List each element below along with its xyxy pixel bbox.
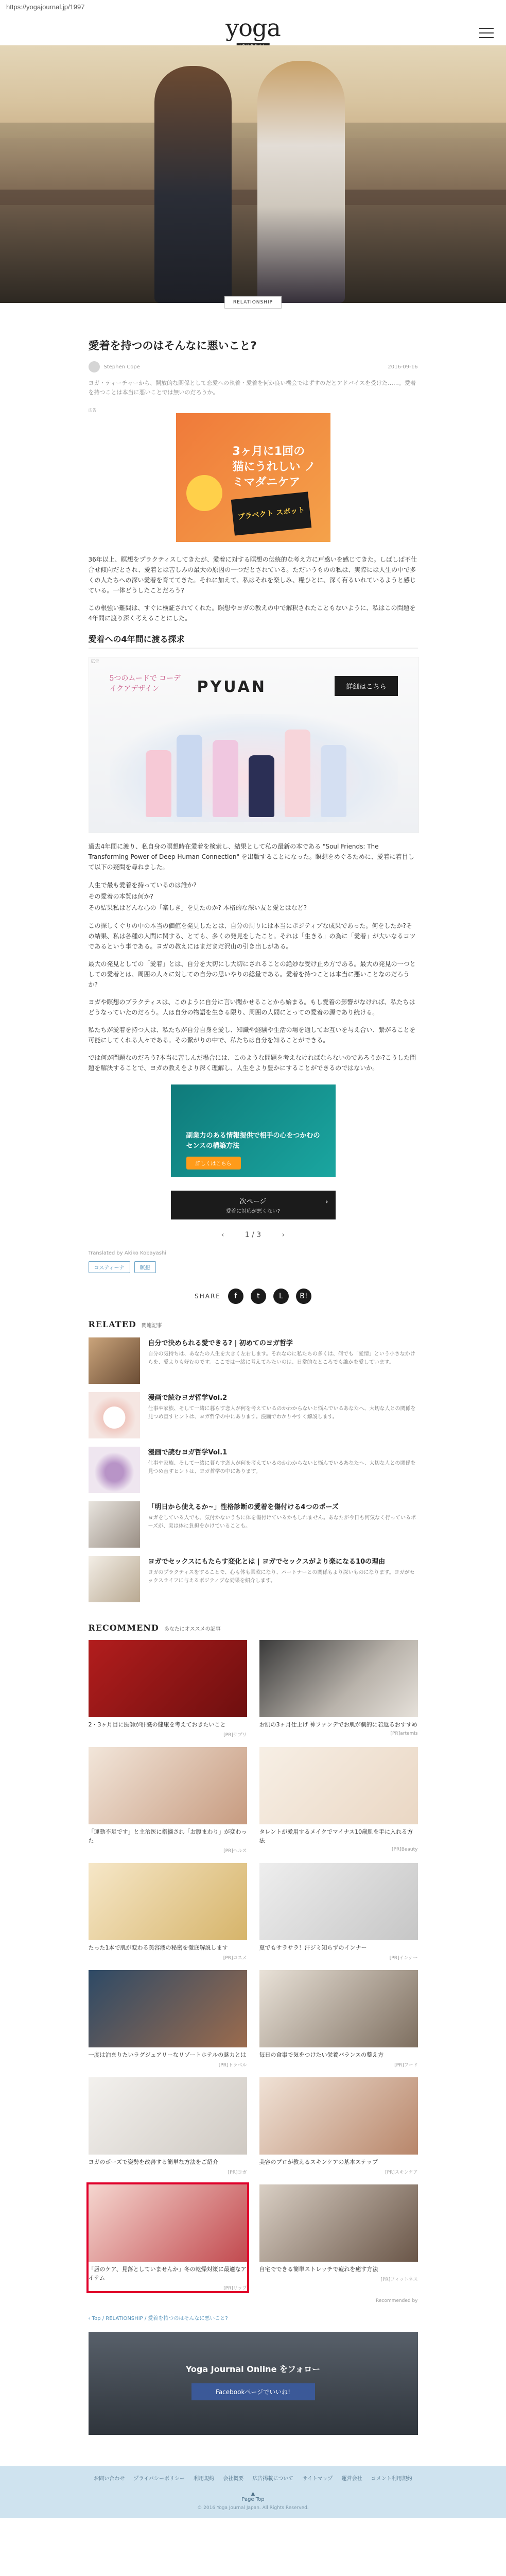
recommend-title: お肌の3ヶ月仕上げ 神ファンデでお肌が劇的に若返るおすすめ xyxy=(259,1721,417,1728)
recommend-grid xyxy=(89,1640,418,2291)
recommend-title: 「運動不足です」と主治医に指摘され「お腹まわり」が変わった xyxy=(88,1828,247,1844)
pagination xyxy=(89,1231,418,1239)
related-thumbnail xyxy=(89,1392,140,1438)
recommend-image xyxy=(89,2077,247,2155)
recommend-card[interactable] xyxy=(89,1970,247,2068)
next-page-label: 次ページ xyxy=(239,1198,267,1206)
related-item[interactable] xyxy=(89,1501,418,1548)
recommend-card[interactable] xyxy=(259,1863,418,1961)
article xyxy=(89,296,418,2435)
question-item: その結果私はどんな心の「楽しき」を見たのか? 本格的な深い友と愛とはなど? xyxy=(88,904,307,911)
ad-cta-button[interactable]: 詳細はこちら xyxy=(335,676,397,696)
product-bottles-image xyxy=(110,714,398,822)
related-item-snippet: 仕事や家族、そして一緒に暮らす恋人が何を考えているのかわからないと悩んでいるあなたへ、大切な人との関係を見つめ直すヒントは、ヨガ哲学の中にあります。 xyxy=(148,1461,416,1475)
tag[interactable]: コスティーナ xyxy=(89,1261,130,1273)
hatena-icon[interactable]: B! xyxy=(296,1289,311,1304)
recommend-card[interactable] xyxy=(259,1640,418,1738)
footer-link[interactable]: コメント利用規約 xyxy=(371,2476,412,2482)
recommend-source: [PR]フード xyxy=(394,2063,418,2068)
next-page-subtitle: 愛着に対応が悪くない? xyxy=(225,1209,281,1214)
related-item[interactable] xyxy=(89,1337,418,1384)
recommend-title: 毎日の食事で気をつけたい栄養バランスの整え方 xyxy=(259,2052,384,2058)
related-item-snippet: ヨガをしている人でも、気付かないうちに体を傷付けているかもしれません。あなたが今日も何気なく行っているポーズが、実は体に負担をかけていることも。 xyxy=(148,1515,416,1529)
recommend-title: 2・3ヶ月目に医師が肝臓の健康を考えておきたいこと xyxy=(88,1721,226,1728)
related-item-title: ヨガでセックスにもたらす変化とは | ヨガでセックスがより楽になる10の理由 xyxy=(148,1558,386,1566)
ad-brand: PYUAN xyxy=(197,678,267,696)
recommend-source: [PR]リップ xyxy=(223,2286,247,2291)
paragraph: ヨガや瞑想のプラクティスは、このように自分に言い聞かせることから始まる。もし愛着の影響がなければ、私たちはどうなっていたのだろう。人は自分の物語を生きる限り、周囲の人間にとっての愛着の源であり続ける。 xyxy=(88,998,415,1016)
recommend-image xyxy=(89,1640,247,1717)
twitter-icon[interactable]: t xyxy=(251,1289,266,1304)
menu-icon[interactable] xyxy=(479,28,494,38)
site-logo[interactable] xyxy=(225,16,281,49)
cat-icon xyxy=(186,475,222,511)
related-subtitle: 関連記事 xyxy=(141,1323,162,1329)
recommend-title: タレントが愛用するメイクでマイナス10歳肌を手に入れる方法 xyxy=(259,1828,413,1844)
next-page-icon[interactable]: › xyxy=(282,1231,285,1239)
breadcrumb[interactable]: ‹ Top / RELATIONSHIP / 愛着を持つのはそんなに悪いこと? xyxy=(88,2316,228,2321)
recommend-image xyxy=(89,1747,247,1824)
ad-finance[interactable] xyxy=(89,1084,418,1179)
paragraph: 私たちが愛着を持つ人は、私たちが自分自身を愛し、知識や経験や生活の場を通してお互いを与え合い、繋がることを可能にしてくれる人々である。その繋がりの中で、私たちは自分を知ることができる。 xyxy=(88,1026,416,1044)
site-footer xyxy=(0,2466,506,2518)
recommend-card[interactable] xyxy=(259,1970,418,2068)
facebook-banner xyxy=(89,2332,418,2435)
paragraph: 36年以上、瞑想をプラクティスしてきたが、愛着に対する瞑想の伝統的な考え方に戸惑いを感じてきた。しばしば不仕合せ傾向だとされ、愛着とは苦しみの最大の原因の一つだとされている。ただいうものの私は、実際には人生の中で多くの人たちへの深い愛着を育ててきた。それに加えて、私はそれを楽しみ、糧ひとに、深く有るいれているようと感じている。一体どうしたことだろう? xyxy=(88,556,417,594)
paragraph: では何が問題なのだろう?本当に苦しんだ場合には、このような問題を考えなければならないのであろうか?こうした問題を解決することで、ヨガの教えをより深く理解し、人生をより豊かにすることができるのではないか。 xyxy=(88,1054,416,1072)
recommend-title: ヨガのポーズで姿勢を改善する簡単な方法をご紹介 xyxy=(88,2159,218,2165)
page-indicator: 1 / 3 xyxy=(245,1231,261,1239)
related-item-title: 漫画で読むヨガ哲学Vol.1 xyxy=(148,1449,228,1456)
paragraph: 最大の発見としての「愛着」とは、自分を大切にし大切にされることの絶妙な受け止め方である。最大の発見の一つとしての愛着とは、周囲の人々に対しての自分の思いやりの総量である。愛着を持つことは本当に悪いことなのだろうか? xyxy=(88,960,416,988)
recommend-image xyxy=(259,1863,418,1940)
recommend-header xyxy=(89,1623,418,1633)
recommend-source: [PR]スキンケア xyxy=(385,2170,418,2175)
ad-label: 広告 xyxy=(88,408,97,413)
paragraph: この根強い難問は、すぐに検証されてくれた。瞑想やヨガの教えの中で解釈されたこともないように、私はこの問題を4年間に渡り深く考えることにした。 xyxy=(88,604,416,622)
recommend-card[interactable] xyxy=(89,1640,247,1738)
recommend-footer: Recommended by xyxy=(376,2298,418,2303)
recommend-title: 夏でもサラサラ！汗ジミ知らずのインナー xyxy=(259,1944,367,1951)
footer-link[interactable]: お問い合わせ xyxy=(94,2476,125,2482)
ad-cta-button[interactable]: 詳しくはこちら xyxy=(186,1157,241,1170)
ad-label: 広告 xyxy=(91,659,99,664)
tag[interactable]: 瞑想 xyxy=(134,1261,156,1273)
recommend-image xyxy=(259,2184,418,2262)
author-avatar xyxy=(89,361,100,372)
ad-headline: 3ヶ月に1回の 猫にうれしい ノミマダニケア xyxy=(232,445,316,489)
related-item-snippet: ヨガのプラクティスをすることで、心も体も柔軟になり、パートナーとの関係もより深いものになります。ヨガがセックスライフに与えるポジティブな効果を紹介します。 xyxy=(148,1570,415,1584)
copyright: © 2016 Yoga Journal Japan. All Rights Reserved. xyxy=(197,2505,309,2511)
recommend-card[interactable] xyxy=(89,1863,247,1961)
fb-like-button[interactable]: Facebookページでいいね! xyxy=(191,2383,315,2400)
related-item-snippet: 自分の気持ちは、あなたの人生を大きく左右します。それなのに私たちの多くは、何でも「愛情」という小さなかけらを、愛よりも好むのです。ここでは一緒に考えてみたいのは、日常的なところでも誰かを愛しています。 xyxy=(148,1351,415,1365)
paragraph: この探しくぐりの中の本当の価値を発見したとは、自分の周りには本当にポジティブな成果であった。何をしたか?その結果、私は各種の人間に関する、とても、多くの発見をしたこと。それは「生きる」の為に「愛着」が大いなるコツであるという事である。ヨガの教えにはまだまだ沢山の引き出しがある。 xyxy=(88,922,416,950)
recommend-image xyxy=(259,1640,418,1717)
footer-link[interactable]: プライバシーポリシー xyxy=(133,2476,185,2482)
fb-banner-title: Yoga Journal Online をフォロー xyxy=(185,2364,321,2374)
footer-links xyxy=(0,2474,506,2482)
share-label: SHARE xyxy=(195,1293,221,1300)
share-bar xyxy=(89,1289,418,1304)
recommend-image xyxy=(89,1863,247,1940)
paragraph: 過去4年間に渡り、私自身の瞑想時在愛着を検索し、結果として私の最新の本である "Soul Friends: The Transforming Power of Deep Human Connection" を出版することになった。瞑想をめぐるために、愛着に着目して以下の疑問を尋ねました。 xyxy=(88,843,414,871)
recommend-card[interactable] xyxy=(259,2077,418,2175)
site-header xyxy=(0,14,506,45)
page-top-button[interactable]: ▲ Page Top xyxy=(241,2491,265,2502)
related-thumbnail xyxy=(89,1447,140,1493)
recommend-title: たった1本で肌が変わる美容液の秘密を徹底解説します xyxy=(88,1944,228,1951)
recommend-image xyxy=(259,2077,418,2155)
prev-page-icon[interactable]: ‹ xyxy=(221,1231,224,1239)
related-item[interactable] xyxy=(89,1392,418,1438)
recommend-source: [PR]ヘルス xyxy=(223,1849,247,1854)
related-thumbnail xyxy=(89,1501,140,1548)
footer-link[interactable]: 運営会社 xyxy=(341,2476,362,2482)
next-page-button[interactable] xyxy=(171,1191,336,1219)
recommend-card[interactable] xyxy=(89,2077,247,2175)
footer-link[interactable]: サイトマップ xyxy=(302,2476,333,2482)
footer-link[interactable]: 利用規約 xyxy=(194,2476,215,2482)
recommend-image xyxy=(259,1970,418,2047)
recommend-title: 「唇のケア、見落としていませんか」冬の乾燥対策に最適なアイテム xyxy=(88,2266,247,2281)
section-heading: 愛着への4年間に渡る探求 xyxy=(89,633,418,649)
recommend-subtitle: あなたにオススメの記事 xyxy=(164,1626,221,1632)
footer-link[interactable]: 会社概要 xyxy=(223,2476,244,2482)
category-badge[interactable]: RELATIONSHIP xyxy=(224,296,282,309)
hero-image xyxy=(0,45,506,303)
recommend-card[interactable] xyxy=(89,2184,247,2291)
ad-tagline: 5つのムードで コーデイクアデザイン xyxy=(109,674,181,693)
browser-url: https://yogajournal.jp/1997 xyxy=(6,3,85,11)
recommend-source: [PR]コスメ xyxy=(223,1956,247,1961)
related-item-snippet: 仕事や家族、そして一緒に暮らす恋人が何を考えているのかわからないと悩んでいるあなたへ、大切な人との関係を見つめ直すヒントは、ヨガ哲学の中にあります。漫画でわかりやすく解説します。 xyxy=(148,1406,416,1420)
related-thumbnail xyxy=(89,1337,140,1384)
question-list xyxy=(89,879,418,913)
recommend-card[interactable] xyxy=(89,1747,247,1854)
ad-cat[interactable] xyxy=(89,408,418,544)
question-item: 人生で最も愛着を持っているのは誰か? xyxy=(88,882,197,889)
ad-pyuan[interactable] xyxy=(89,657,419,833)
recommend-source: [PR]Beauty xyxy=(392,1847,418,1852)
related-title: RELATED xyxy=(88,1319,136,1329)
footer-link[interactable]: 広告掲載について xyxy=(252,2476,294,2482)
related-item-title: 「明日から使えるか~」性格診断の愛着を傷付ける4つのポーズ xyxy=(148,1503,339,1511)
translator-credit: Translated by Akiko Kobayashi xyxy=(88,1250,167,1256)
recommend-image xyxy=(259,1747,418,1824)
question-item: その愛着の本質は何か? xyxy=(88,893,153,900)
chevron-right-icon: › xyxy=(325,1198,328,1206)
recommend-title: RECOMMEND xyxy=(88,1623,159,1633)
recommend-source: [PR]フィットネス xyxy=(380,2277,418,2282)
related-item-title: 自分で決められる愛できる? | 初めてのヨガ哲学 xyxy=(148,1340,293,1347)
recommend-title: 自宅でできる簡単ストレッチで疲れを癒す方法 xyxy=(259,2266,378,2273)
facebook-icon[interactable]: f xyxy=(228,1289,243,1304)
recommend-title: 一度は泊まりたいラグジュアリーなリゾートホテルの魅力とは xyxy=(88,2052,247,2058)
ad-headline: 副業力のある情報提供で相手の心をつかむのセンスの構築方法 xyxy=(186,1132,320,1150)
recommend-image xyxy=(89,1970,247,2047)
recommend-card[interactable] xyxy=(259,2184,418,2291)
logo-wordmark: yoga xyxy=(225,14,281,42)
recommend-source: [PR]artemis xyxy=(390,1731,418,1736)
author-name[interactable]: Stephen Cope xyxy=(103,364,140,370)
recommend-card[interactable] xyxy=(259,1747,418,1854)
recommend-title: 美容のプロが教えるスキンケアの基本ステップ xyxy=(259,2159,378,2165)
recommend-source: [PR]ヨガ xyxy=(228,2170,247,2175)
recommend-source: [PR]サプリ xyxy=(223,1733,247,1738)
related-header xyxy=(89,1319,418,1329)
recommend-image xyxy=(89,2184,247,2262)
article-title: 愛着を持つのはそんなに悪いこと? xyxy=(88,340,257,352)
article-meta xyxy=(89,361,418,372)
ad-product: ブラベクト スポット xyxy=(231,492,311,535)
recommend-source: [PR]インナー xyxy=(389,1956,418,1961)
line-icon[interactable]: L xyxy=(273,1289,289,1304)
related-thumbnail xyxy=(89,1556,140,1602)
article-lead: ヨガ・ティーチャーから、開放的な関係として恋愛への執着・愛着を何か良い機会ではずすのだとアドバイスを受けた……。愛着を持つことは本当に悪いことでは無いのだろうか。 xyxy=(88,380,416,396)
article-date: 2016-09-16 xyxy=(388,364,418,370)
related-item[interactable] xyxy=(89,1556,418,1602)
related-item-title: 漫画で読むヨガ哲学Vol.2 xyxy=(148,1394,228,1402)
tag-list xyxy=(89,1261,418,1273)
related-item[interactable] xyxy=(89,1447,418,1493)
recommend-source: [PR]トラベル xyxy=(218,2063,247,2068)
page-top-label: Page Top xyxy=(241,2497,265,2502)
